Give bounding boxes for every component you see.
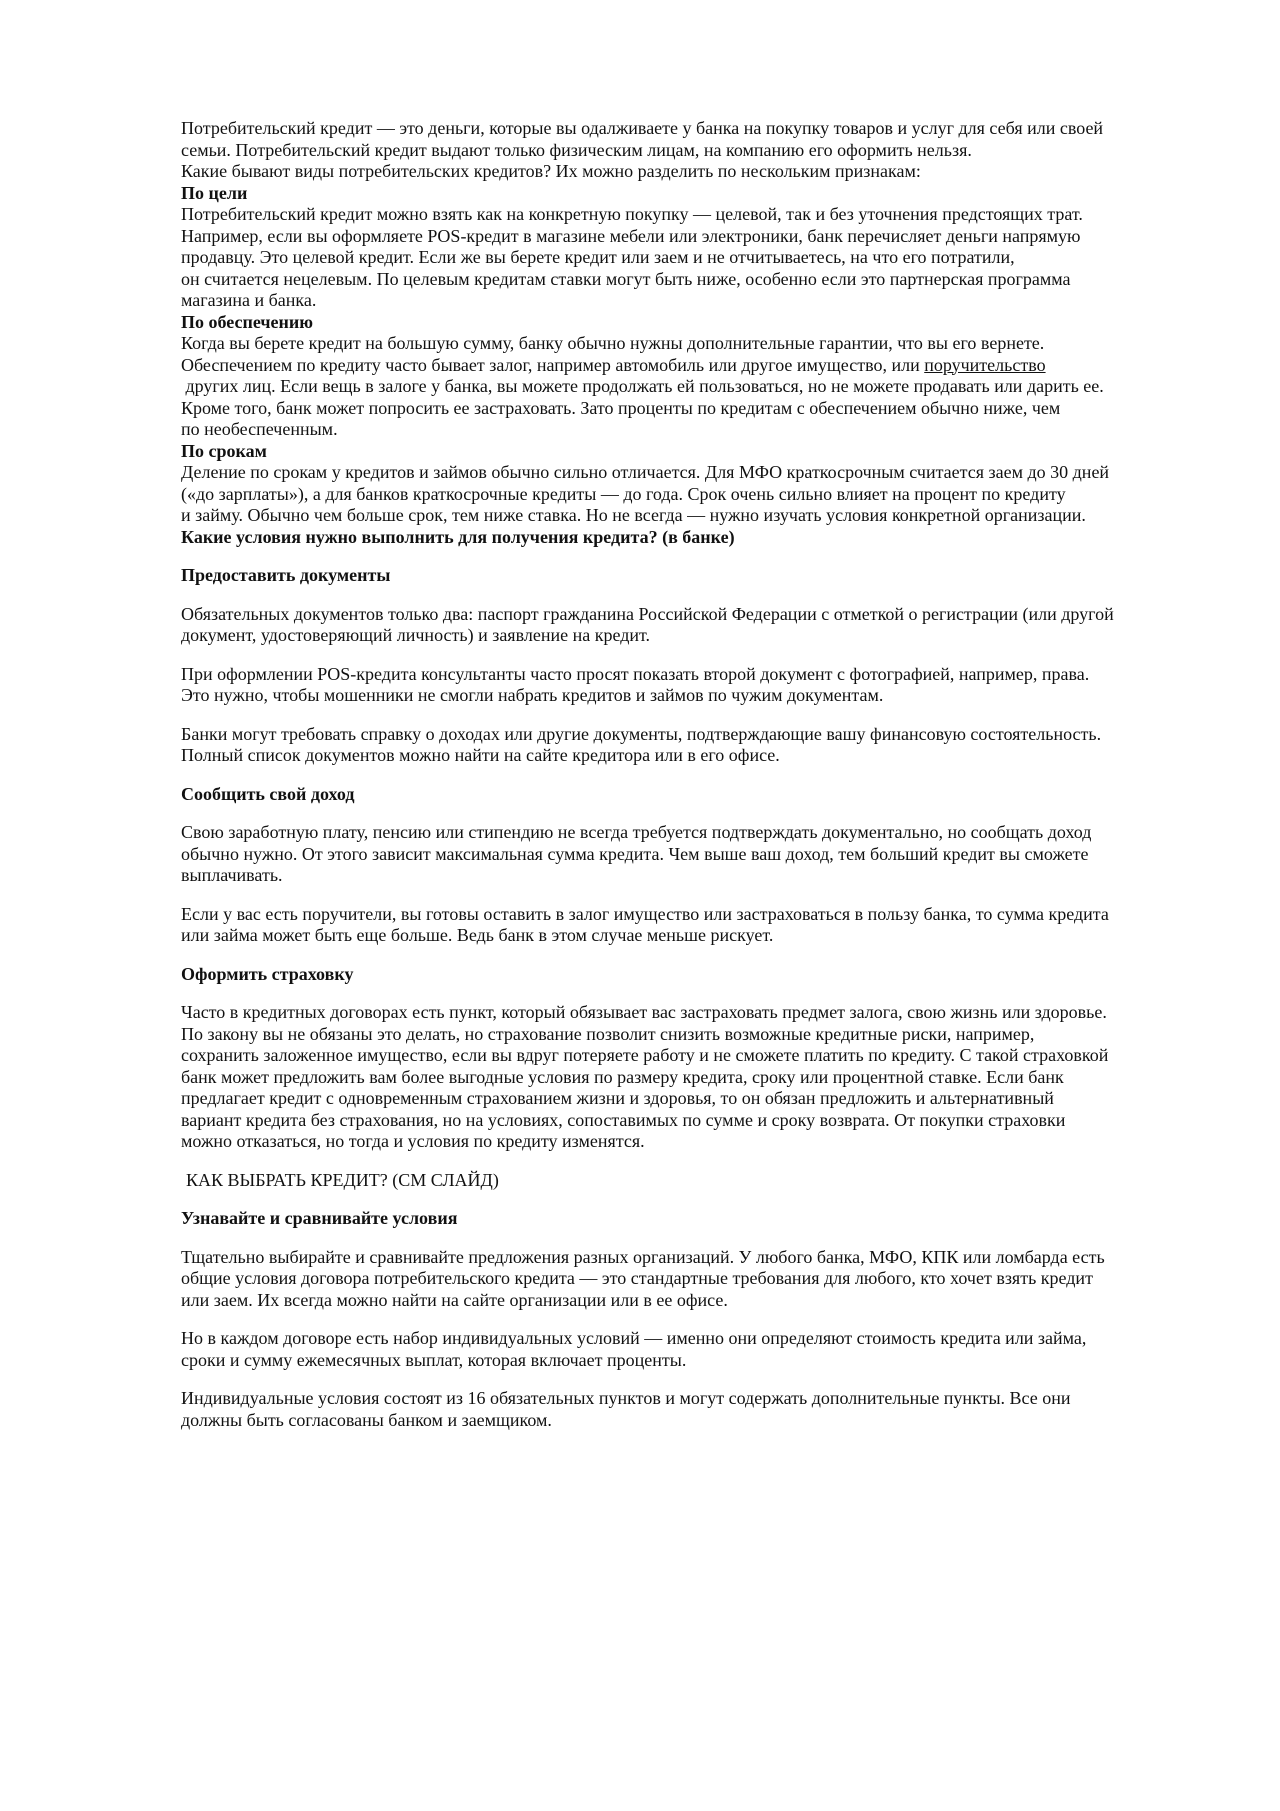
terms-line-3: и займу. Обычно чем больше срок, тем ниже ставка. Но не всегда — нужно изучать условия конкретной организации. <box>181 505 1086 525</box>
security-heading: По обеспечению <box>181 311 314 332</box>
documents-p1-line-1: Обязательных документов только два: паспорт гражданина Российской Федерации с отметкой о регистрации (или другой <box>181 603 1114 624</box>
documents-heading: Предоставить документы <box>181 565 391 585</box>
insurance-heading: Оформить страховку <box>181 963 354 984</box>
purpose-heading: По цели <box>181 182 248 203</box>
intro-line-1: Потребительский кредит — это деньги, которые вы одалживаете у банка на покупку товаров и услуг для себя или своей <box>181 118 1104 138</box>
security-line-4: Кроме того, банк может попросить ее застраховать. Зато проценты по кредитам с обеспечением обычно ниже, чем <box>181 397 1061 418</box>
purpose-line-1: Потребительский кредит можно взять как на конкретную покупку — целевой, так и без уточнения предстоящих трат. <box>181 204 1083 224</box>
security-line-5: по необеспеченным. <box>181 419 338 439</box>
security-line-1: Когда вы берете кредит на большую сумму, банку обычно нужны дополнительные гарантии, что вы его вернете. <box>181 333 1045 353</box>
documents-section <box>181 565 1191 767</box>
terms-heading: По срокам <box>181 440 267 461</box>
income-p1-line-1: Свою заработную плату, пенсию или стипендию не всегда требуется подтверждать документально, но сообщать доход <box>181 822 1092 842</box>
security-line-2 <box>181 355 1191 377</box>
security-line-3: других лиц. Если вещь в залоге у банка, вы можете продолжать ей пользоваться, но не можете продавать или дарить ее. <box>181 376 1104 396</box>
income-paragraph-2 <box>181 904 1191 947</box>
compare-paragraph-1 <box>181 1247 1191 1312</box>
documents-p2-line-2: Это нужно, чтобы мошенники не смогли набрать кредитов и займов по чужим документам. <box>181 685 884 705</box>
intro-line-3: Какие бывают виды потребительских кредитов? Их можно разделить по нескольким признакам: <box>181 161 921 181</box>
compare-p2-line-1: Но в каждом договоре есть набор индивидуальных условий — именно они определяют стоимость кредита или займа, <box>181 1328 1087 1348</box>
intro-line-2: семьи. Потребительский кредит выдают только физическим лицам, на компанию его оформить нельзя. <box>181 139 972 160</box>
purpose-line-3: продавцу. Это целевой кредит. Если же вы берете кредит или заем и не отчитываетесь, на что его потратили, <box>181 247 1015 267</box>
insurance-line-5: предлагает кредит с одновременным страхованием жизни и здоровья, то он обязан предложить и альтернативный <box>181 1088 1054 1108</box>
income-p1-line-2: обычно нужно. От этого зависит максимальная сумма кредита. Чем выше ваш доход, тем больший кредит вы сможете <box>181 843 1089 864</box>
documents-p1-line-2: документ, удостоверяющий личность) и заявление на кредит. <box>181 625 650 645</box>
insurance-line-3: сохранить заложенное имущество, если вы вдруг потеряете работу и не сможете платить по кредиту. С такой страховкой <box>181 1045 1109 1065</box>
income-paragraph-1 <box>181 822 1191 887</box>
purpose-section <box>181 183 1191 312</box>
insurance-line-6: вариант кредита без страхования, но на условиях, сопоставимых по сумме и сроку возврата. От покупки страховки <box>181 1109 1066 1130</box>
documents-p3-line-1: Банки могут требовать справку о доходах или другие документы, подтверждающие вашу финансовую состоятельность. <box>181 723 1102 744</box>
terms-line-1: Деление по срокам у кредитов и займов обычно сильно отличается. Для МФО краткосрочным считается заем до 30 дней <box>181 462 1110 482</box>
insurance-line-4: банк может предложить вам более выгодные условия по размеру кредита, сроку или процентной ставке. Если банк <box>181 1066 1064 1087</box>
compare-p1-line-1: Тщательно выбирайте и сравнивайте предложения разных организаций. У любого банка, МФО, КПК или ломбарда есть <box>181 1246 1105 1267</box>
document-page <box>181 118 1191 1431</box>
compare-heading: Узнавайте и сравнивайте условия <box>181 1208 458 1228</box>
documents-p3-line-2: Полный список документов можно найти на сайте кредитора или в его офисе. <box>181 745 780 765</box>
income-p1-line-3: выплачивать. <box>181 865 283 885</box>
insurance-paragraph <box>181 1002 1191 1153</box>
compare-paragraph-3 <box>181 1388 1191 1431</box>
conditions-heading: Какие условия нужно выполнить для получения кредита? (в банке) <box>181 526 735 547</box>
intro-paragraph <box>181 118 1191 183</box>
guarantee-link[interactable]: поручительство <box>924 354 1046 375</box>
compare-p1-line-3: или заем. Их всегда можно найти на сайте организации или в ее офисе. <box>181 1289 728 1310</box>
security-line-2-text: Обеспечением по кредиту часто бывает залог, например автомобиль или другое имущество, или <box>181 354 925 375</box>
income-p2-line-1: Если у вас есть поручители, вы готовы оставить в залог имущество или застраховаться в пользу банка, то сумма кредита <box>181 903 1109 924</box>
security-section <box>181 312 1191 441</box>
insurance-line-2: По закону вы не обязаны это делать, но страхование позволит снизить возможные кредитные риски, например, <box>181 1023 1035 1044</box>
income-p2-line-2: или займа может быть еще больше. Ведь банк в этом случае меньше рискует. <box>181 925 774 945</box>
documents-p2-line-1: При оформлении POS-кредита консультанты часто просят показать второй документ с фотографией, например, права. <box>181 663 1090 684</box>
income-heading: Сообщить свой доход <box>181 783 355 804</box>
purpose-line-4: он считается нецелевым. По целевым кредитам ставки могут быть ниже, особенно если это партнерская программа <box>181 268 1071 289</box>
compare-p3-line-1: Индивидуальные условия состоят из 16 обязательных пунктов и могут содержать дополнительные пункты. Все они <box>181 1388 1071 1408</box>
compare-p1-line-2: общие условия договора потребительского кредита — это стандартные требования для любого, кто хочет взять кредит <box>181 1268 1093 1288</box>
terms-section <box>181 441 1191 527</box>
purpose-line-5: магазина и банка. <box>181 290 317 310</box>
compare-section <box>181 1208 1191 1431</box>
insurance-line-7: можно отказаться, но тогда и условия по кредиту изменятся. <box>181 1131 645 1151</box>
compare-p3-line-2: должны быть согласованы банком и заемщиком. <box>181 1409 552 1430</box>
insurance-line-1: Часто в кредитных договорах есть пункт, который обязывает вас застраховать предмет залога, свою жизнь или здоровье. <box>181 1002 1107 1022</box>
purpose-line-2: Например, если вы оформляете POS-кредит в магазине мебели или электроники, банк перечисляет деньги напрямую <box>181 225 1081 246</box>
documents-paragraph-1 <box>181 604 1191 647</box>
terms-line-2: («до зарплаты»), а для банков краткосрочные кредиты — до года. Срок очень сильно влияет на процент по кредиту <box>181 483 1066 504</box>
compare-paragraph-2 <box>181 1328 1191 1371</box>
choose-credit-heading: КАК ВЫБРАТЬ КРЕДИТ? (СМ СЛАЙД) <box>186 1169 499 1190</box>
documents-paragraph-2 <box>181 664 1191 707</box>
documents-paragraph-3 <box>181 724 1191 767</box>
compare-p2-line-2: сроки и сумму ежемесячных выплат, которая включает проценты. <box>181 1349 687 1370</box>
insurance-section <box>181 964 1191 1153</box>
income-section <box>181 784 1191 947</box>
